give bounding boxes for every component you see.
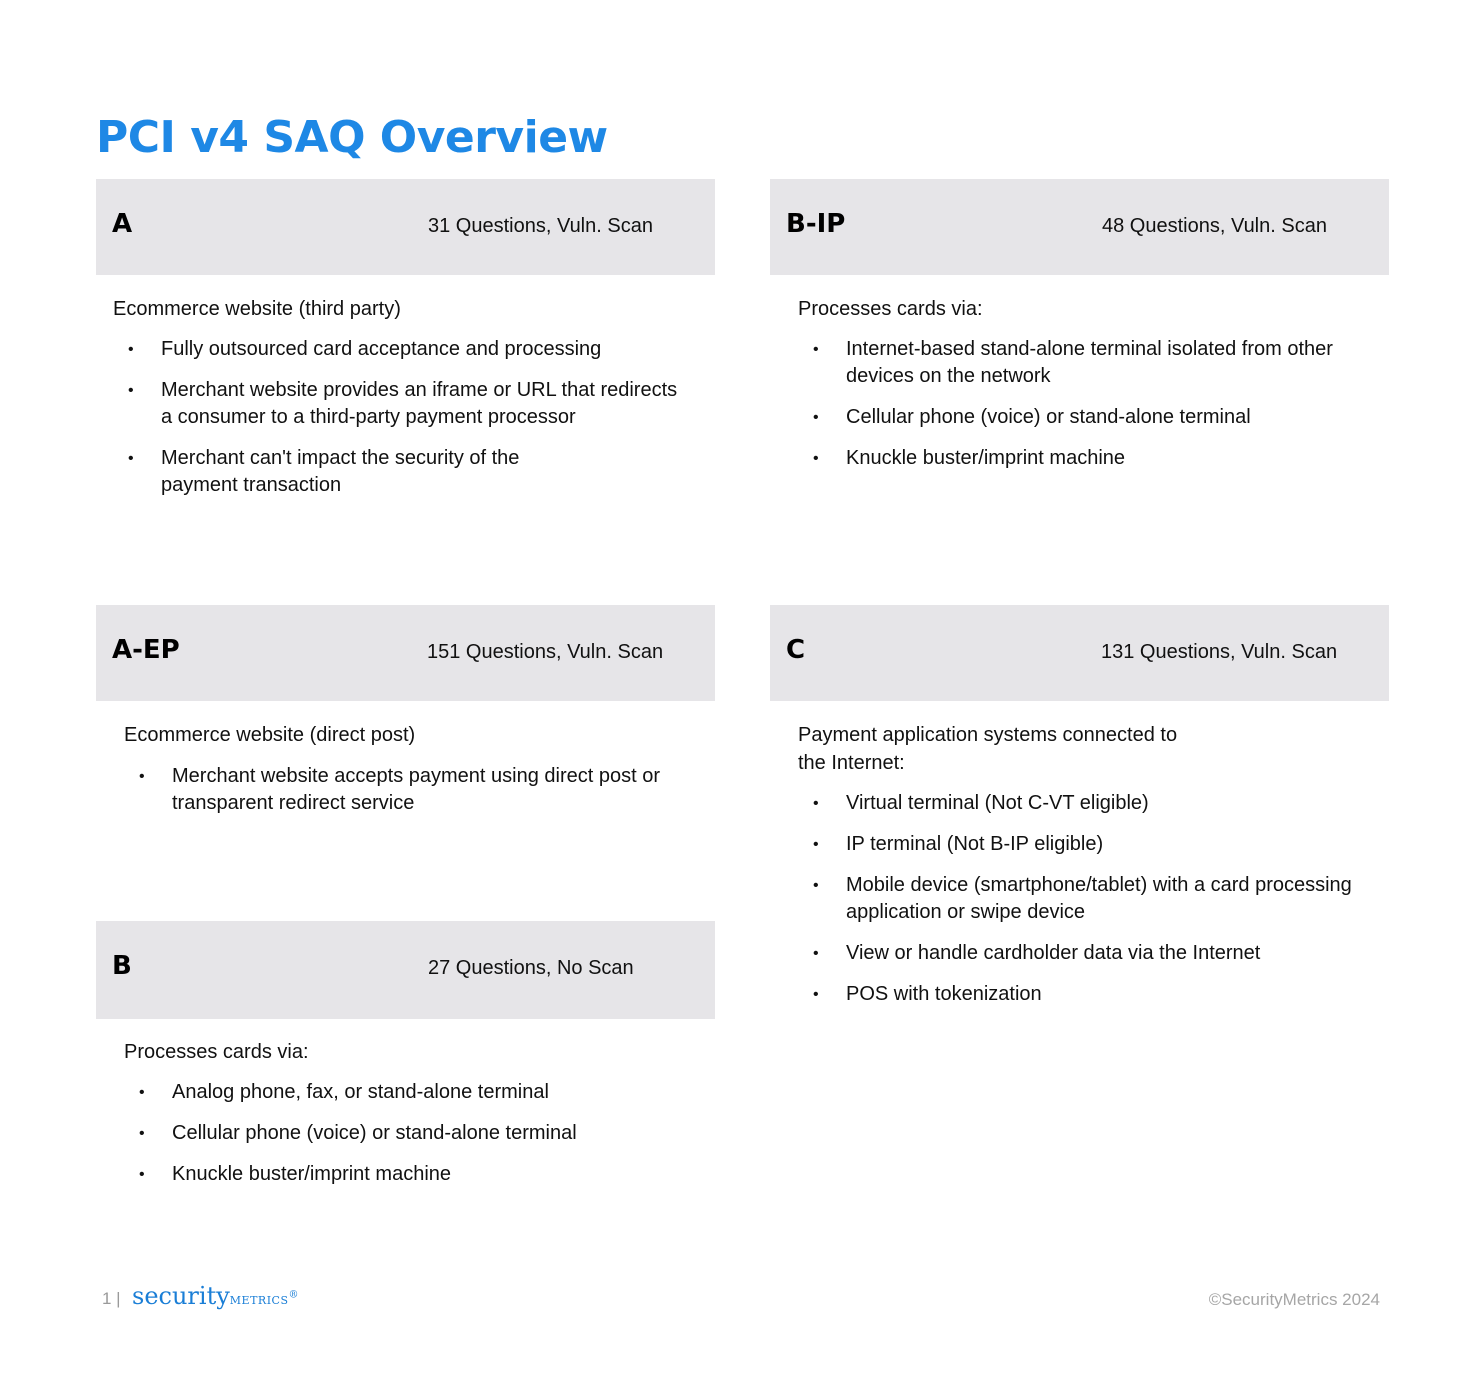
bullet-icon: • <box>139 1125 145 1142</box>
list-item-text: Cellular phone (voice) or stand-alone terminal <box>846 406 1251 428</box>
list-item-text: POS with tokenization <box>846 983 1042 1005</box>
saq-header <box>96 605 715 701</box>
saq-header <box>96 179 715 275</box>
bullet-icon: • <box>128 341 134 358</box>
securitymetrics-logo <box>132 1282 299 1310</box>
saq-code: C <box>786 635 806 665</box>
logo-word-metrics: metrics <box>229 1289 289 1308</box>
bullet-icon: • <box>813 795 819 812</box>
saq-code: B-IP <box>786 209 846 239</box>
saq-list <box>124 1079 684 1202</box>
saq-code: A-EP <box>112 635 180 665</box>
bullet-icon: • <box>813 877 819 894</box>
list-item <box>113 377 693 431</box>
bullet-icon: • <box>813 986 819 1003</box>
saq-list <box>798 336 1378 486</box>
bullet-icon: • <box>128 450 134 467</box>
logo-word-security: security <box>132 1282 230 1310</box>
saq-intro: Payment application systems connected to the Internet: <box>798 724 1178 774</box>
bullet-icon: • <box>139 768 145 785</box>
saq-list <box>113 336 693 513</box>
bullet-icon: • <box>813 836 819 853</box>
page-number: 1 | <box>102 1289 121 1308</box>
list-item <box>798 940 1388 967</box>
saq-intro: Processes cards via: <box>124 1041 309 1063</box>
list-item-text: Knuckle buster/imprint machine <box>172 1163 452 1185</box>
list-item-text: Internet-based stand-alone terminal isolated from other devices on the network <box>846 338 1333 387</box>
registered-mark: ® <box>288 1289 299 1301</box>
list-item-text: Merchant website accepts payment using direct post or transparent redirect service <box>172 765 661 814</box>
list-item <box>124 1079 684 1106</box>
list-item <box>113 445 693 499</box>
list-item-text: Merchant website provides an iframe or URL that redirects a consumer to a third-party payment processor <box>161 379 678 428</box>
saq-meta: 31 Questions, Vuln. Scan <box>428 215 653 237</box>
saq-intro: Ecommerce website (third party) <box>113 298 401 320</box>
list-item <box>124 763 684 817</box>
saq-meta: 131 Questions, Vuln. Scan <box>1101 641 1338 663</box>
list-item <box>798 981 1388 1008</box>
saq-list <box>798 790 1388 1022</box>
list-item-text: IP terminal (Not B-IP eligible) <box>846 833 1104 855</box>
list-item-text: Cellular phone (voice) or stand-alone terminal <box>172 1122 577 1144</box>
saq-intro: Ecommerce website (direct post) <box>124 724 416 746</box>
saq-code: B <box>112 951 132 981</box>
list-item-text: Mobile device (smartphone/tablet) with a card processing application or swipe device <box>846 874 1352 923</box>
list-item-text: Virtual terminal (Not C-VT eligible) <box>846 792 1149 814</box>
list-item <box>798 831 1388 858</box>
saq-meta: 48 Questions, Vuln. Scan <box>1102 215 1327 237</box>
bullet-icon: • <box>139 1084 145 1101</box>
list-item <box>798 336 1378 390</box>
bullet-icon: • <box>139 1166 145 1183</box>
list-item <box>798 404 1378 431</box>
list-item-text: View or handle cardholder data via the Internet <box>846 942 1261 964</box>
list-item <box>798 872 1388 926</box>
saq-header <box>96 921 715 1019</box>
list-item-text: Fully outsourced card acceptance and processing <box>161 338 602 360</box>
list-item <box>124 1161 684 1188</box>
list-item <box>113 336 693 363</box>
saq-list <box>124 763 684 831</box>
saq-code: A <box>112 209 133 239</box>
list-item <box>798 445 1378 472</box>
bullet-icon: • <box>813 409 819 426</box>
bullet-icon: • <box>813 450 819 467</box>
list-item <box>798 790 1388 817</box>
page-title: PCI v4 SAQ Overview <box>96 112 608 163</box>
list-item <box>124 1120 684 1147</box>
saq-meta: 151 Questions, Vuln. Scan <box>427 641 664 663</box>
bullet-icon: • <box>813 945 819 962</box>
list-item-text: Knuckle buster/imprint machine <box>846 447 1126 469</box>
copyright: ©SecurityMetrics 2024 <box>1208 1290 1380 1309</box>
saq-meta: 27 Questions, No Scan <box>428 957 634 979</box>
list-item-text: Analog phone, fax, or stand-alone terminal <box>172 1081 549 1103</box>
saq-header <box>770 179 1389 275</box>
list-item-text: Merchant can't impact the security of the payment transaction <box>161 447 520 496</box>
bullet-icon: • <box>128 382 134 399</box>
saq-header <box>770 605 1389 701</box>
bullet-icon: • <box>813 341 819 358</box>
saq-intro: Processes cards via: <box>798 298 983 320</box>
